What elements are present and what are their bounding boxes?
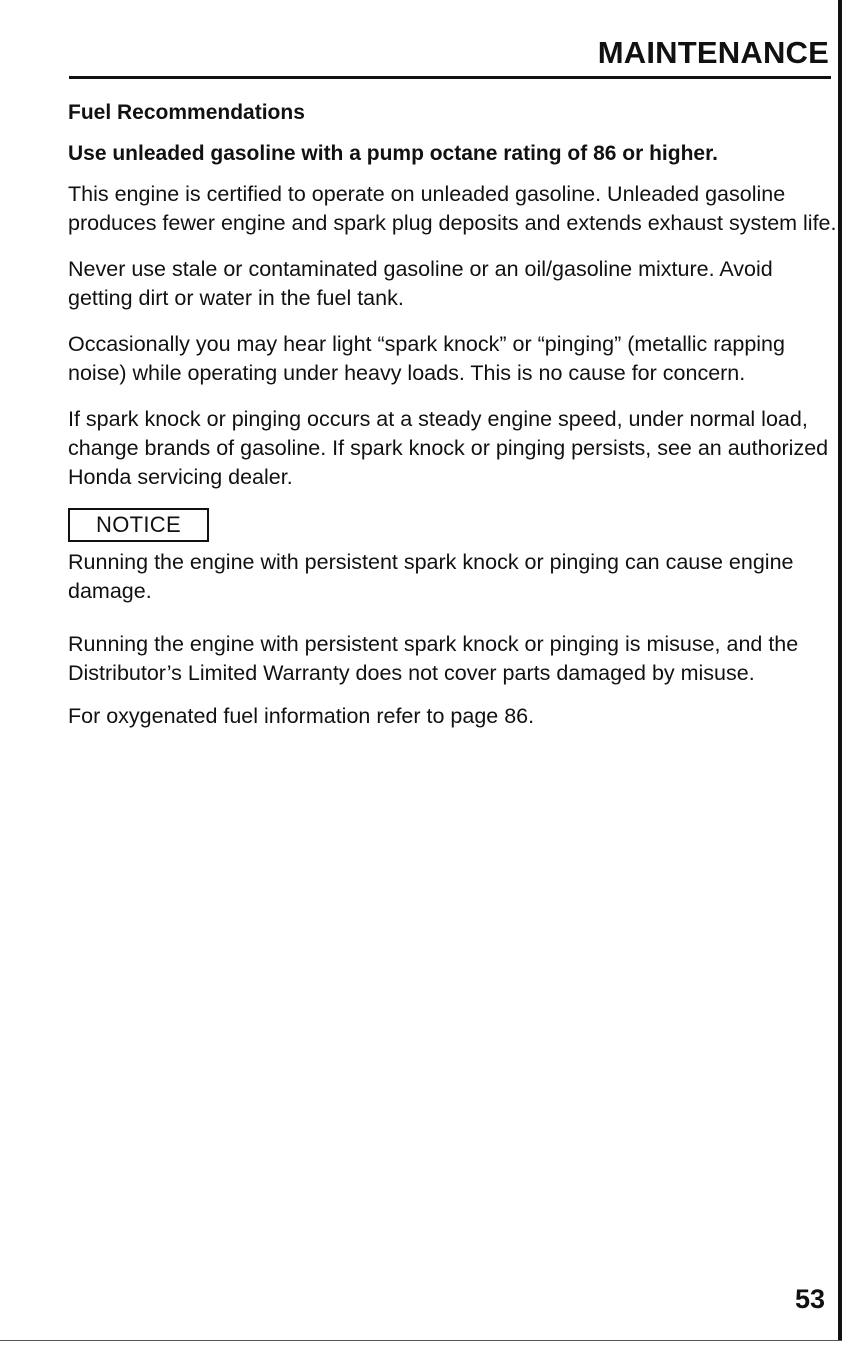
page-edge-shadow (838, 0, 842, 1340)
page-content (68, 98, 838, 731)
page-number: 53 (794, 1284, 825, 1314)
fuel-requirement: Use unleaded gasoline with a pump octane rating of 86 or higher. (68, 142, 718, 165)
page-bottom-edge (0, 1340, 842, 1341)
paragraph-change-brands: If spark knock or pinging occurs at a steady engine speed, under normal load, change brands of gasoline. If spark knock or pinging persists, see an authorized Honda servicing dealer. (68, 407, 829, 489)
paragraph-stale-fuel: Never use stale or contaminated gasoline or an oil/gasoline mixture. Avoid getting dirt or water in the fuel tank. (68, 257, 773, 310)
header-rule (69, 76, 831, 79)
reference-text: For oxygenated fuel information refer to page 86. (68, 704, 535, 728)
notice-label: NOTICE (68, 508, 209, 542)
warranty-text: Running the engine with persistent spark knock or pinging is misuse, and the Distributor’s Limited Warranty does not cover parts damaged by misuse. (68, 632, 799, 685)
section-title: MAINTENANCE (597, 35, 829, 70)
paragraph-certification: This engine is certified to operate on unleaded gasoline. Unleaded gasoline produces fewer engine and spark plug deposits and extends exhaust system life. (68, 182, 837, 235)
paragraph-spark-knock: Occasionally you may hear light “spark knock” or “pinging” (metallic rapping noise) while operating under heavy loads. This is no cause for concern. (68, 332, 785, 385)
page-heading: Fuel Recommendations (68, 101, 305, 124)
notice-text: Running the engine with persistent spark knock or pinging can cause engine damage. (68, 550, 794, 603)
